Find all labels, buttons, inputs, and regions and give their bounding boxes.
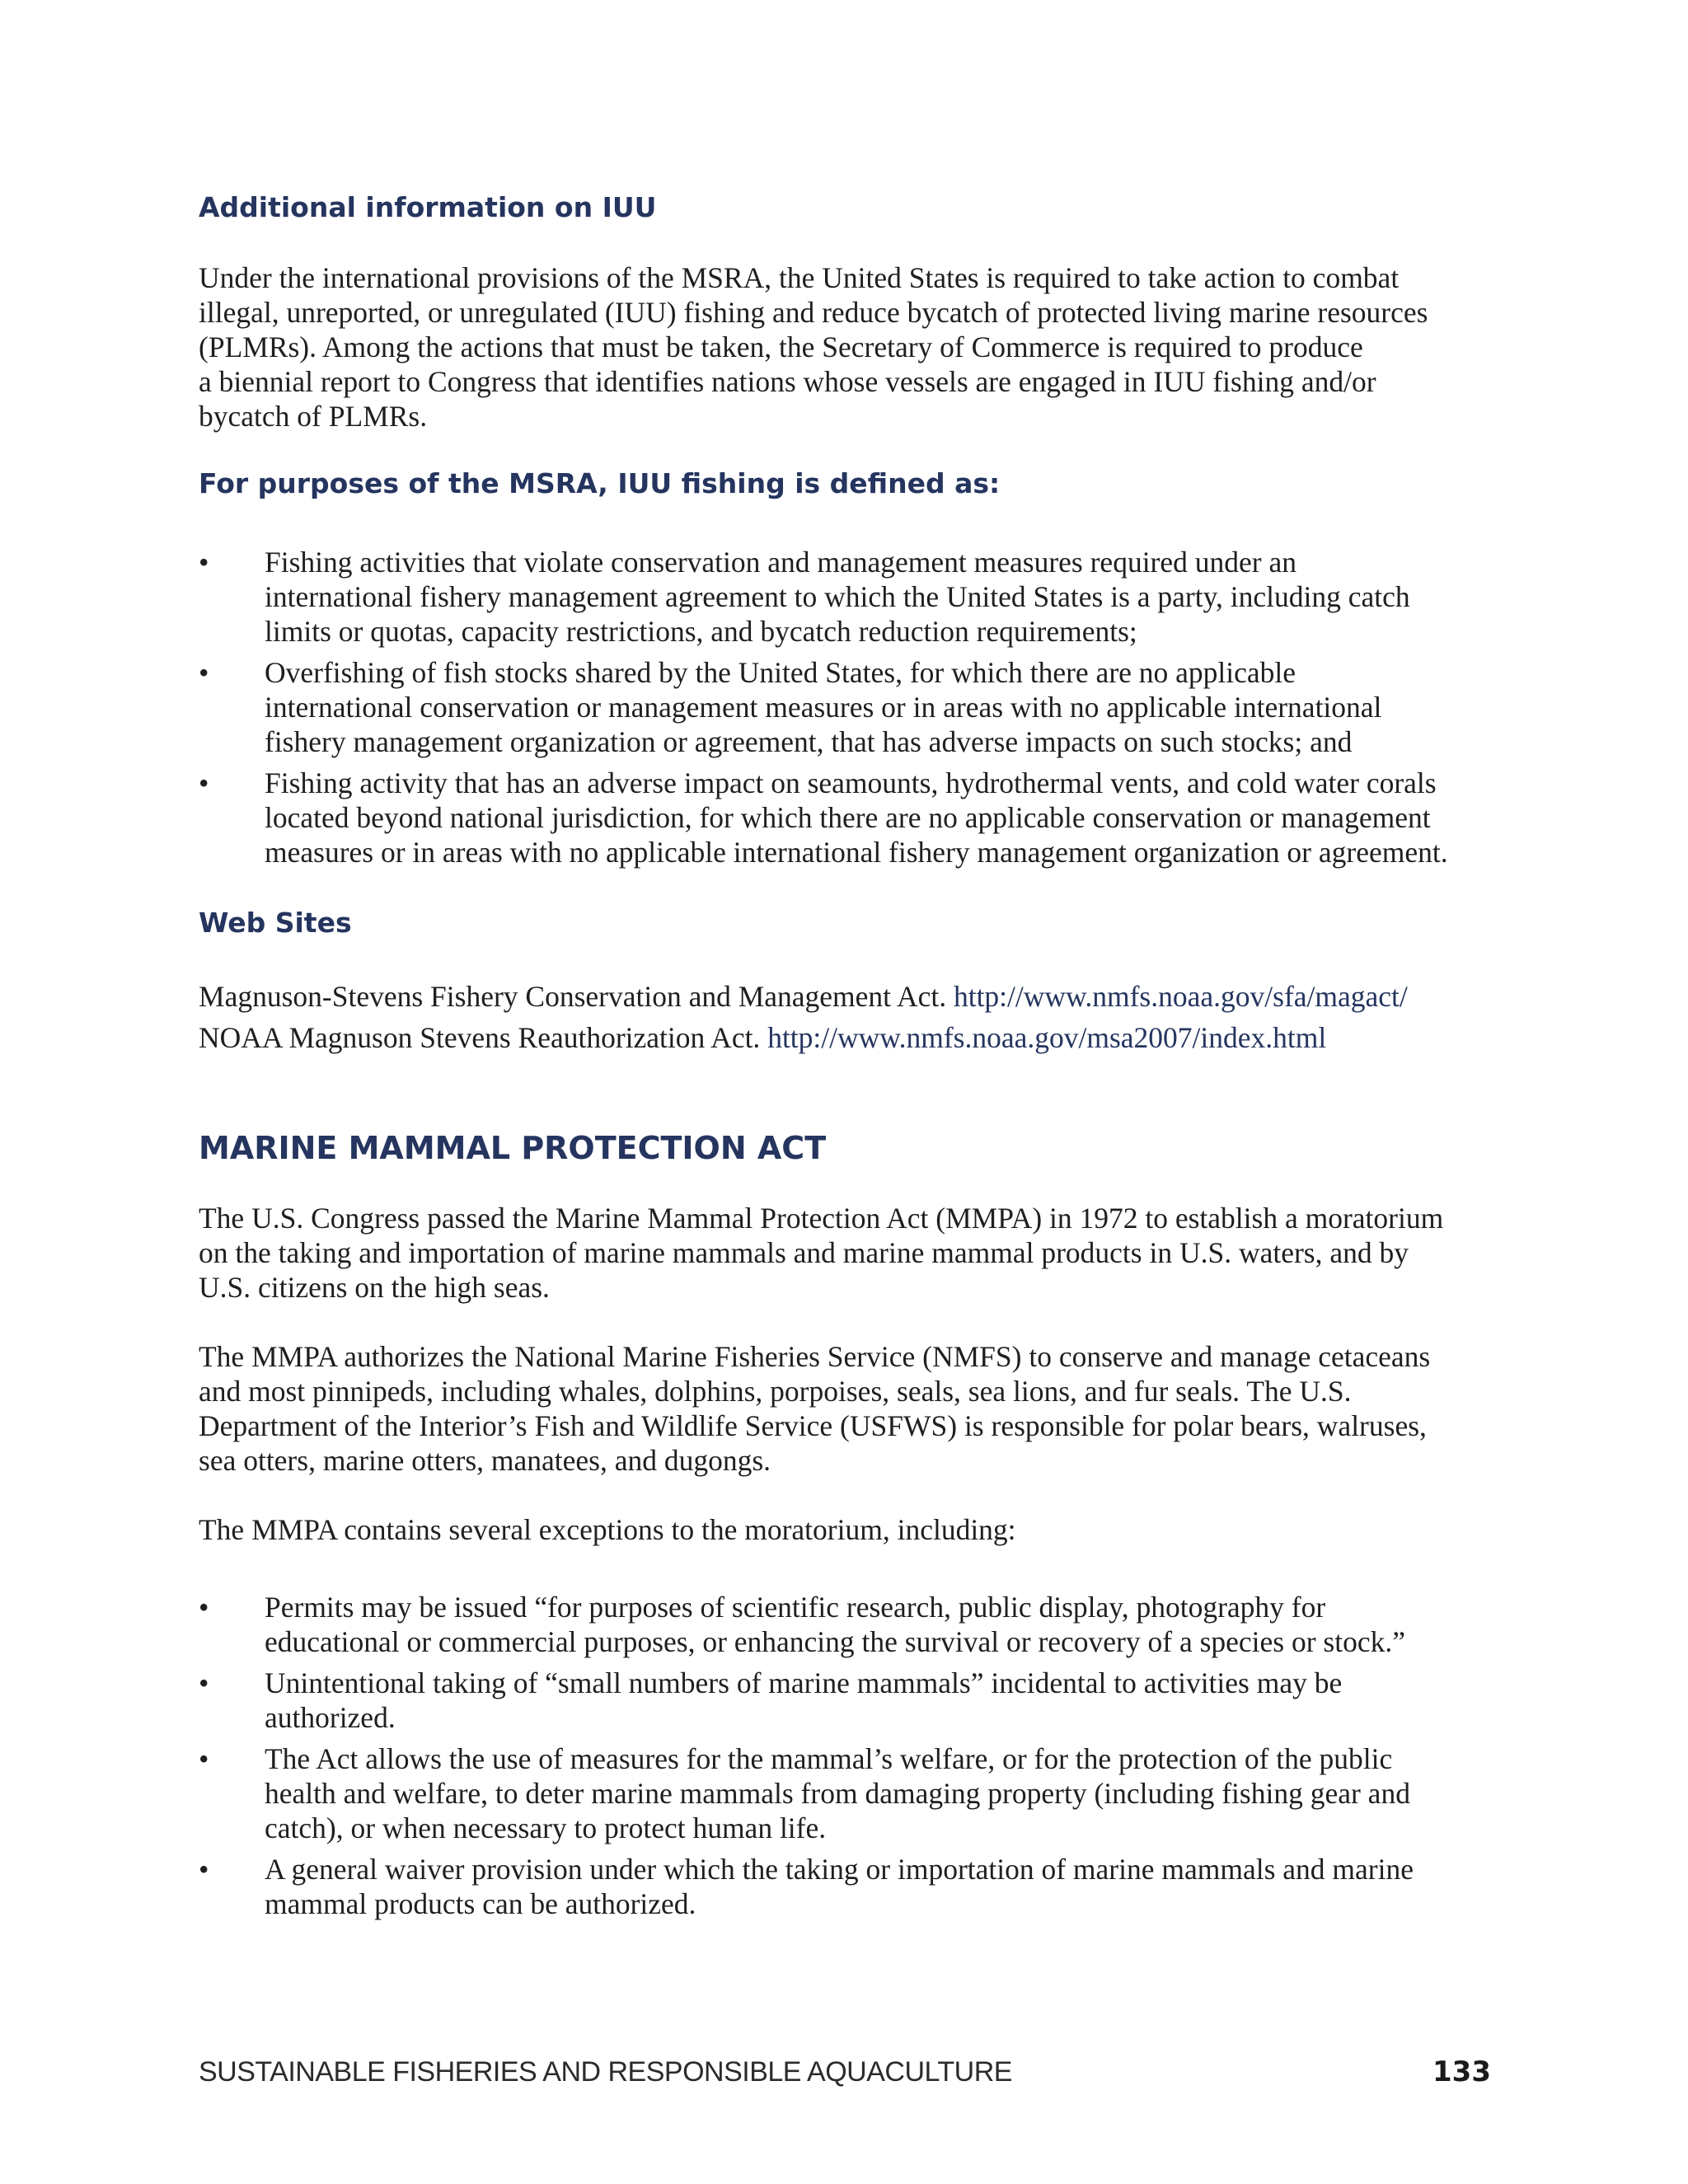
mmpa-section-title: MARINE MAMMAL PROTECTION ACT <box>199 1130 827 1166</box>
list-item-line: Permits may be issued “for purposes of scientific research, public display, photography for <box>265 1591 1326 1624</box>
iuu-definition-list <box>199 545 1501 876</box>
list-item-line: health and welfare, to deter marine mammals from damaging property (including fishing gear and <box>265 1777 1410 1810</box>
list-item <box>199 1666 1501 1735</box>
list-item <box>199 1852 1501 1921</box>
paragraph-line: (PLMRs). Among the actions that must be taken, the Secretary of Commerce is required to produce <box>199 330 1363 363</box>
list-item-line: catch), or when necessary to protect human life. <box>265 1811 827 1844</box>
list-item-line: A general waiver provision under which the taking or importation of marine mammals and marine <box>265 1853 1414 1886</box>
list-item-line: authorized. <box>265 1701 396 1734</box>
bullet-icon: • <box>199 1742 209 1775</box>
msa2007-link[interactable]: http://www.nmfs.noaa.gov/msa2007/index.html <box>767 1021 1327 1054</box>
mmpa-exceptions-list <box>199 1590 1501 1928</box>
list-item-line: international fishery management agreement to which the United States is a party, including catch <box>265 580 1410 613</box>
footer-title: SUSTAINABLE FISHERIES AND RESPONSIBLE AQUACULTURE <box>199 2056 1012 2088</box>
paragraph-line: Department of the Interior’s Fish and Wildlife Service (USFWS) is responsible for polar bears, walruses, <box>199 1409 1427 1442</box>
list-item <box>199 545 1501 649</box>
paragraph-line: on the taking and importation of marine mammals and marine mammal products in U.S. waters, and by <box>199 1236 1409 1269</box>
web-site-label: NOAA Magnuson Stevens Reauthorization Act. <box>199 1021 761 1054</box>
web-site-label: Magnuson-Stevens Fishery Conservation and Management Act. <box>199 980 947 1013</box>
list-item-line: Overfishing of fish stocks shared by the United States, for which there are no applicable <box>265 656 1296 689</box>
list-item-line: measures or in areas with no applicable international fishery management organization or agreement. <box>265 836 1448 869</box>
list-item-line: limits or quotas, capacity restrictions, and bycatch reduction requirements; <box>265 615 1137 648</box>
list-item-line: mammal products can be authorized. <box>265 1887 696 1920</box>
list-item-line: fishery management organization or agreement, that has adverse impacts on such stocks; and <box>265 725 1353 758</box>
bullet-icon: • <box>199 546 209 579</box>
iuu-definition-heading: For purposes of the MSRA, IUU fishing is defined as: <box>199 467 1001 499</box>
bullet-icon: • <box>199 1666 209 1699</box>
page-footer <box>199 2054 1491 2090</box>
list-item <box>199 655 1501 759</box>
web-sites-list <box>199 976 1501 1058</box>
mmpa-paragraph-1 <box>199 1201 1501 1305</box>
web-site-entry <box>199 1017 1501 1058</box>
mmpa-exceptions-intro <box>199 1512 1501 1547</box>
list-item <box>199 1590 1501 1659</box>
paragraph-line: bycatch of PLMRs. <box>199 400 428 433</box>
paragraph-line: The MMPA contains several exceptions to the moratorium, including: <box>199 1513 1016 1546</box>
paragraph-line: The MMPA authorizes the National Marine Fisheries Service (NMFS) to conserve and manage cetaceans <box>199 1340 1431 1373</box>
list-item-line: Unintentional taking of “small numbers of marine mammals” incidental to activities may be <box>265 1666 1343 1699</box>
bullet-icon: • <box>199 1853 209 1886</box>
iuu-intro-paragraph <box>199 260 1501 434</box>
list-item-line: The Act allows the use of measures for the mammal’s welfare, or for the protection of the public <box>265 1742 1393 1775</box>
list-item <box>199 1741 1501 1845</box>
web-site-entry <box>199 976 1501 1017</box>
paragraph-line: a biennial report to Congress that identifies nations whose vessels are engaged in IUU fishing and/or <box>199 365 1376 398</box>
paragraph-line: The U.S. Congress passed the Marine Mammal Protection Act (MMPA) in 1972 to establish a moratorium <box>199 1202 1444 1235</box>
web-sites-heading: Web Sites <box>199 907 352 939</box>
paragraph-line: sea otters, marine otters, manatees, and dugongs. <box>199 1444 771 1477</box>
paragraph-line: U.S. citizens on the high seas. <box>199 1271 550 1304</box>
bullet-icon: • <box>199 1591 209 1624</box>
paragraph-line: illegal, unreported, or unregulated (IUU) fishing and reduce bycatch of protected living marine resources <box>199 296 1428 329</box>
bullet-icon: • <box>199 656 209 689</box>
magnuson-act-link[interactable]: http://www.nmfs.noaa.gov/sfa/magact/ <box>953 980 1408 1013</box>
list-item-line: Fishing activity that has an adverse impact on seamounts, hydrothermal vents, and cold water corals <box>265 766 1437 799</box>
list-item-line: located beyond national jurisdiction, for which there are no applicable conservation or management <box>265 801 1431 834</box>
bullet-icon: • <box>199 766 209 799</box>
paragraph-line: and most pinnipeds, including whales, dolphins, porpoises, seals, sea lions, and fur seals. The U.S. <box>199 1375 1352 1408</box>
list-item-line: international conservation or management measures or in areas with no applicable international <box>265 691 1382 724</box>
list-item-line: educational or commercial purposes, or enhancing the survival or recovery of a species or stock.” <box>265 1625 1405 1658</box>
iuu-heading: Additional information on IUU <box>199 191 657 223</box>
mmpa-paragraph-2 <box>199 1339 1501 1478</box>
list-item-line: Fishing activities that violate conservation and management measures required under an <box>265 546 1296 579</box>
list-item <box>199 766 1501 869</box>
paragraph-line: Under the international provisions of the MSRA, the United States is required to take action to combat <box>199 261 1400 294</box>
page-number: 133 <box>1432 2055 1491 2088</box>
